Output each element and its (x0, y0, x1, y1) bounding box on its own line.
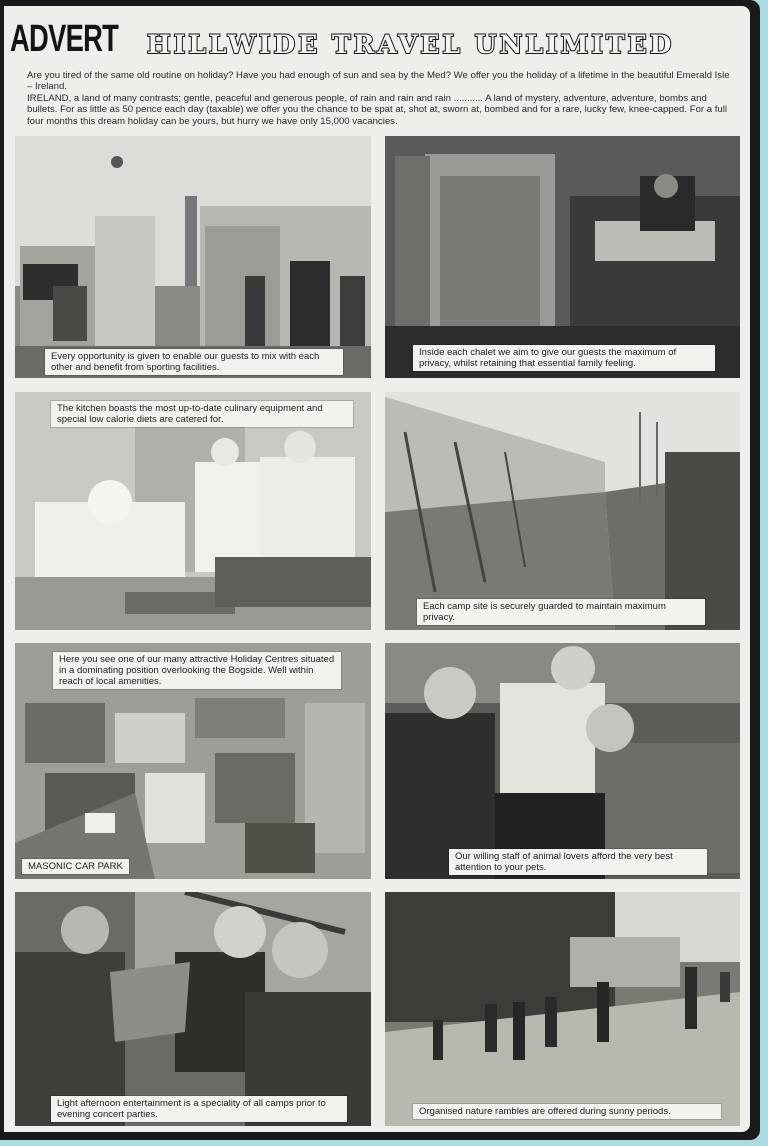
photo-bunks-illustration (385, 136, 740, 378)
photo-bucket-illustration (15, 892, 371, 1126)
caption-kitchen: The kitchen boasts the most up-to-date culinary equipment and special low calorie diets are catered for. (51, 401, 353, 427)
photo-staff (385, 643, 740, 879)
label-masonic-car-park: MASONIC CAR PARK (22, 859, 129, 874)
advert-heading: ADVERT (10, 18, 119, 60)
photo-camp-site (385, 392, 740, 630)
photo-men-illustration (385, 643, 740, 879)
intro-text (27, 70, 735, 127)
photo-fence-illustration (385, 392, 740, 630)
photo-cooks-illustration (15, 392, 371, 630)
caption-holiday-centre: Here you see one of our many attractive Holiday Centres situated in a dominating position overlooking the Bogside. Well within reach of local amenities. (53, 652, 341, 689)
caption-sporting: Every opportunity is given to enable our guests to mix with each other and benefit from sporting facilities. (45, 349, 343, 375)
photo-huts-illustration (15, 136, 371, 378)
intro-paragraph-1: Are you tired of the same old routine on holiday? Have you had enough of sun and sea by the Med? We offer you the holiday of a lifetime in the beautiful Emerald Isle – Ireland. (27, 70, 730, 93)
photo-entertainment (15, 892, 371, 1126)
photo-chalet-interior (385, 136, 740, 378)
photo-kitchen (15, 392, 371, 630)
caption-chalet: Inside each chalet we aim to give our guests the maximum of privacy, whilst retaining that essential family feeling. (413, 345, 715, 371)
caption-camp-site: Each camp site is securely guarded to maintain maximum privacy. (417, 599, 705, 625)
photo-ramble-illustration (385, 892, 740, 1126)
photo-nature-rambles (385, 892, 740, 1126)
photo-holiday-centre (15, 643, 371, 879)
caption-entertainment: Light afternoon entertainment is a speciality of all camps prior to evening concert parties. (51, 1096, 347, 1122)
page-title: HILLWIDE TRAVEL UNLIMITED (147, 30, 675, 59)
photo-sporting-facilities (15, 136, 371, 378)
caption-nature-rambles: Organised nature rambles are offered during sunny periods. (413, 1104, 721, 1119)
advert-page (4, 6, 750, 1132)
intro-paragraph-2: IRELAND, a land of many contrasts; gentle, peaceful and generous people, of rain and rain and rain ........... A land of mystery, adventure, adventure, bombs and bullets. For as little as 50 pence each day (taxable) we offer you the chance to be spat at, shot at, sworn at, bombed and for a rare, lucky few, knee-capped. For a full four months this dream holiday can be yours, but hurry we have only 15,000 vacancies. (27, 92, 728, 127)
caption-staff: Our willing staff of animal lovers afford the very best attention to your pets. (449, 849, 707, 875)
